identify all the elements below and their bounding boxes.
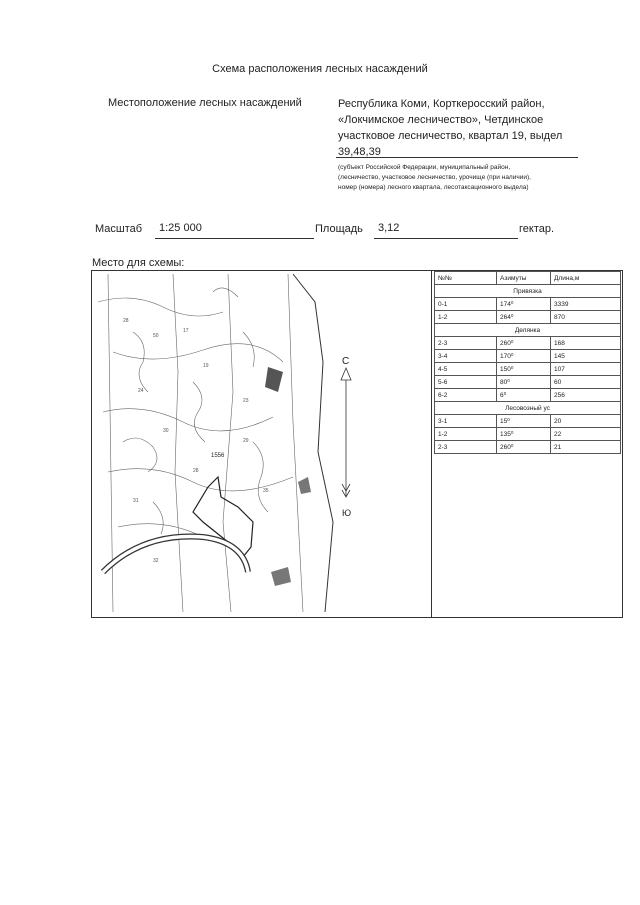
section-title: Делянка [435,324,621,337]
svg-text:17: 17 [183,328,189,334]
cell-azimuth: 150⁰ [497,363,551,376]
cell-azimuth: 174⁰ [497,298,551,311]
cell-number: 4-5 [435,363,497,376]
svg-text:30: 30 [163,428,169,434]
table-header-row [435,272,621,285]
cell-number: 1-2 [435,311,497,324]
location-hint [338,163,588,193]
cell-azimuth: 15⁰ [497,415,551,428]
scale-label: Масштаб [95,223,143,235]
table-row [435,376,621,389]
cell-length: 20 [551,415,621,428]
azimuth-table [434,271,621,454]
svg-text:28: 28 [123,318,129,324]
area-label: Площадь [315,223,363,235]
cell-azimuth: 6⁰ [497,389,551,402]
scale-value: 1:25 000 [155,222,314,239]
table-row [435,350,621,363]
svg-text:35: 35 [263,488,269,494]
location-underline [336,157,578,158]
hint-line: номер (номера) лесного квартала, лесотаксационного выдела) [338,184,529,191]
area-unit: гектар. [519,223,555,235]
table-row [435,298,621,311]
cell-number: 5-6 [435,376,497,389]
hint-line: (лесничество, участковое лесничество, урочище (при наличии), [338,174,531,181]
cell-azimuth: 264⁰ [497,311,551,324]
cell-length: 168 [551,337,621,350]
svg-text:23: 23 [243,398,249,404]
cell-number: 6-2 [435,389,497,402]
page-title: Схема расположения лесных насаждений [212,63,428,75]
table-row [435,441,621,454]
location-line: «Локчимское лесничество», Четдинское [338,114,544,126]
cell-azimuth: 80⁰ [497,376,551,389]
scheme-label: Место для схемы: [92,257,185,269]
svg-text:19: 19 [203,363,209,369]
section-title: Лесовозный ус [435,402,621,415]
svg-text:29: 29 [243,438,249,444]
table-row [435,337,621,350]
compass-south: Ю [342,508,352,518]
hint-line: (субъект Российской Федерации, муниципальный район, [338,164,511,171]
svg-text:32: 32 [153,558,159,564]
cell-length: 870 [551,311,621,324]
table-row [435,415,621,428]
compass [337,352,355,522]
cell-number: 2-3 [435,441,497,454]
header-number: №№ [435,272,497,285]
table-row [435,363,621,376]
cell-number: 3-1 [435,415,497,428]
forest-map [93,272,431,616]
north-arrow-icon [341,368,351,380]
svg-text:28: 28 [193,468,199,474]
svg-text:50: 50 [153,333,159,339]
map-label: 1556 [211,453,225,459]
svg-text:24: 24 [138,388,144,394]
cell-length: 21 [551,441,621,454]
cell-number: 3-4 [435,350,497,363]
cell-number: 2-3 [435,337,497,350]
cell-length: 256 [551,389,621,402]
cell-length: 22 [551,428,621,441]
cell-azimuth: 135⁰ [497,428,551,441]
table-row [435,389,621,402]
header-length: Длина,м [551,272,621,285]
svg-text:31: 31 [133,498,139,504]
table-row [435,428,621,441]
cell-azimuth: 260⁰ [497,441,551,454]
cell-length: 3339 [551,298,621,311]
cell-length: 60 [551,376,621,389]
location-line: участковое лесничество, квартал 19, выдел [338,130,563,142]
cell-number: 0-1 [435,298,497,311]
section-title: Привязка [435,285,621,298]
cell-azimuth: 170⁰ [497,350,551,363]
compass-north: С [342,356,350,367]
area-value: 3,12 [374,222,518,239]
header-azimuth: Азимуты [497,272,551,285]
scheme-divider [431,270,432,618]
cell-number: 1-2 [435,428,497,441]
cell-length: 107 [551,363,621,376]
location-line: 39,48,39 [338,146,381,158]
table-row [435,311,621,324]
location-value [338,96,578,160]
location-label: Местоположение лесных насаждений [108,97,302,109]
cell-azimuth: 260⁰ [497,337,551,350]
location-line: Республика Коми, Корткеросский район, [338,98,545,110]
cell-length: 145 [551,350,621,363]
